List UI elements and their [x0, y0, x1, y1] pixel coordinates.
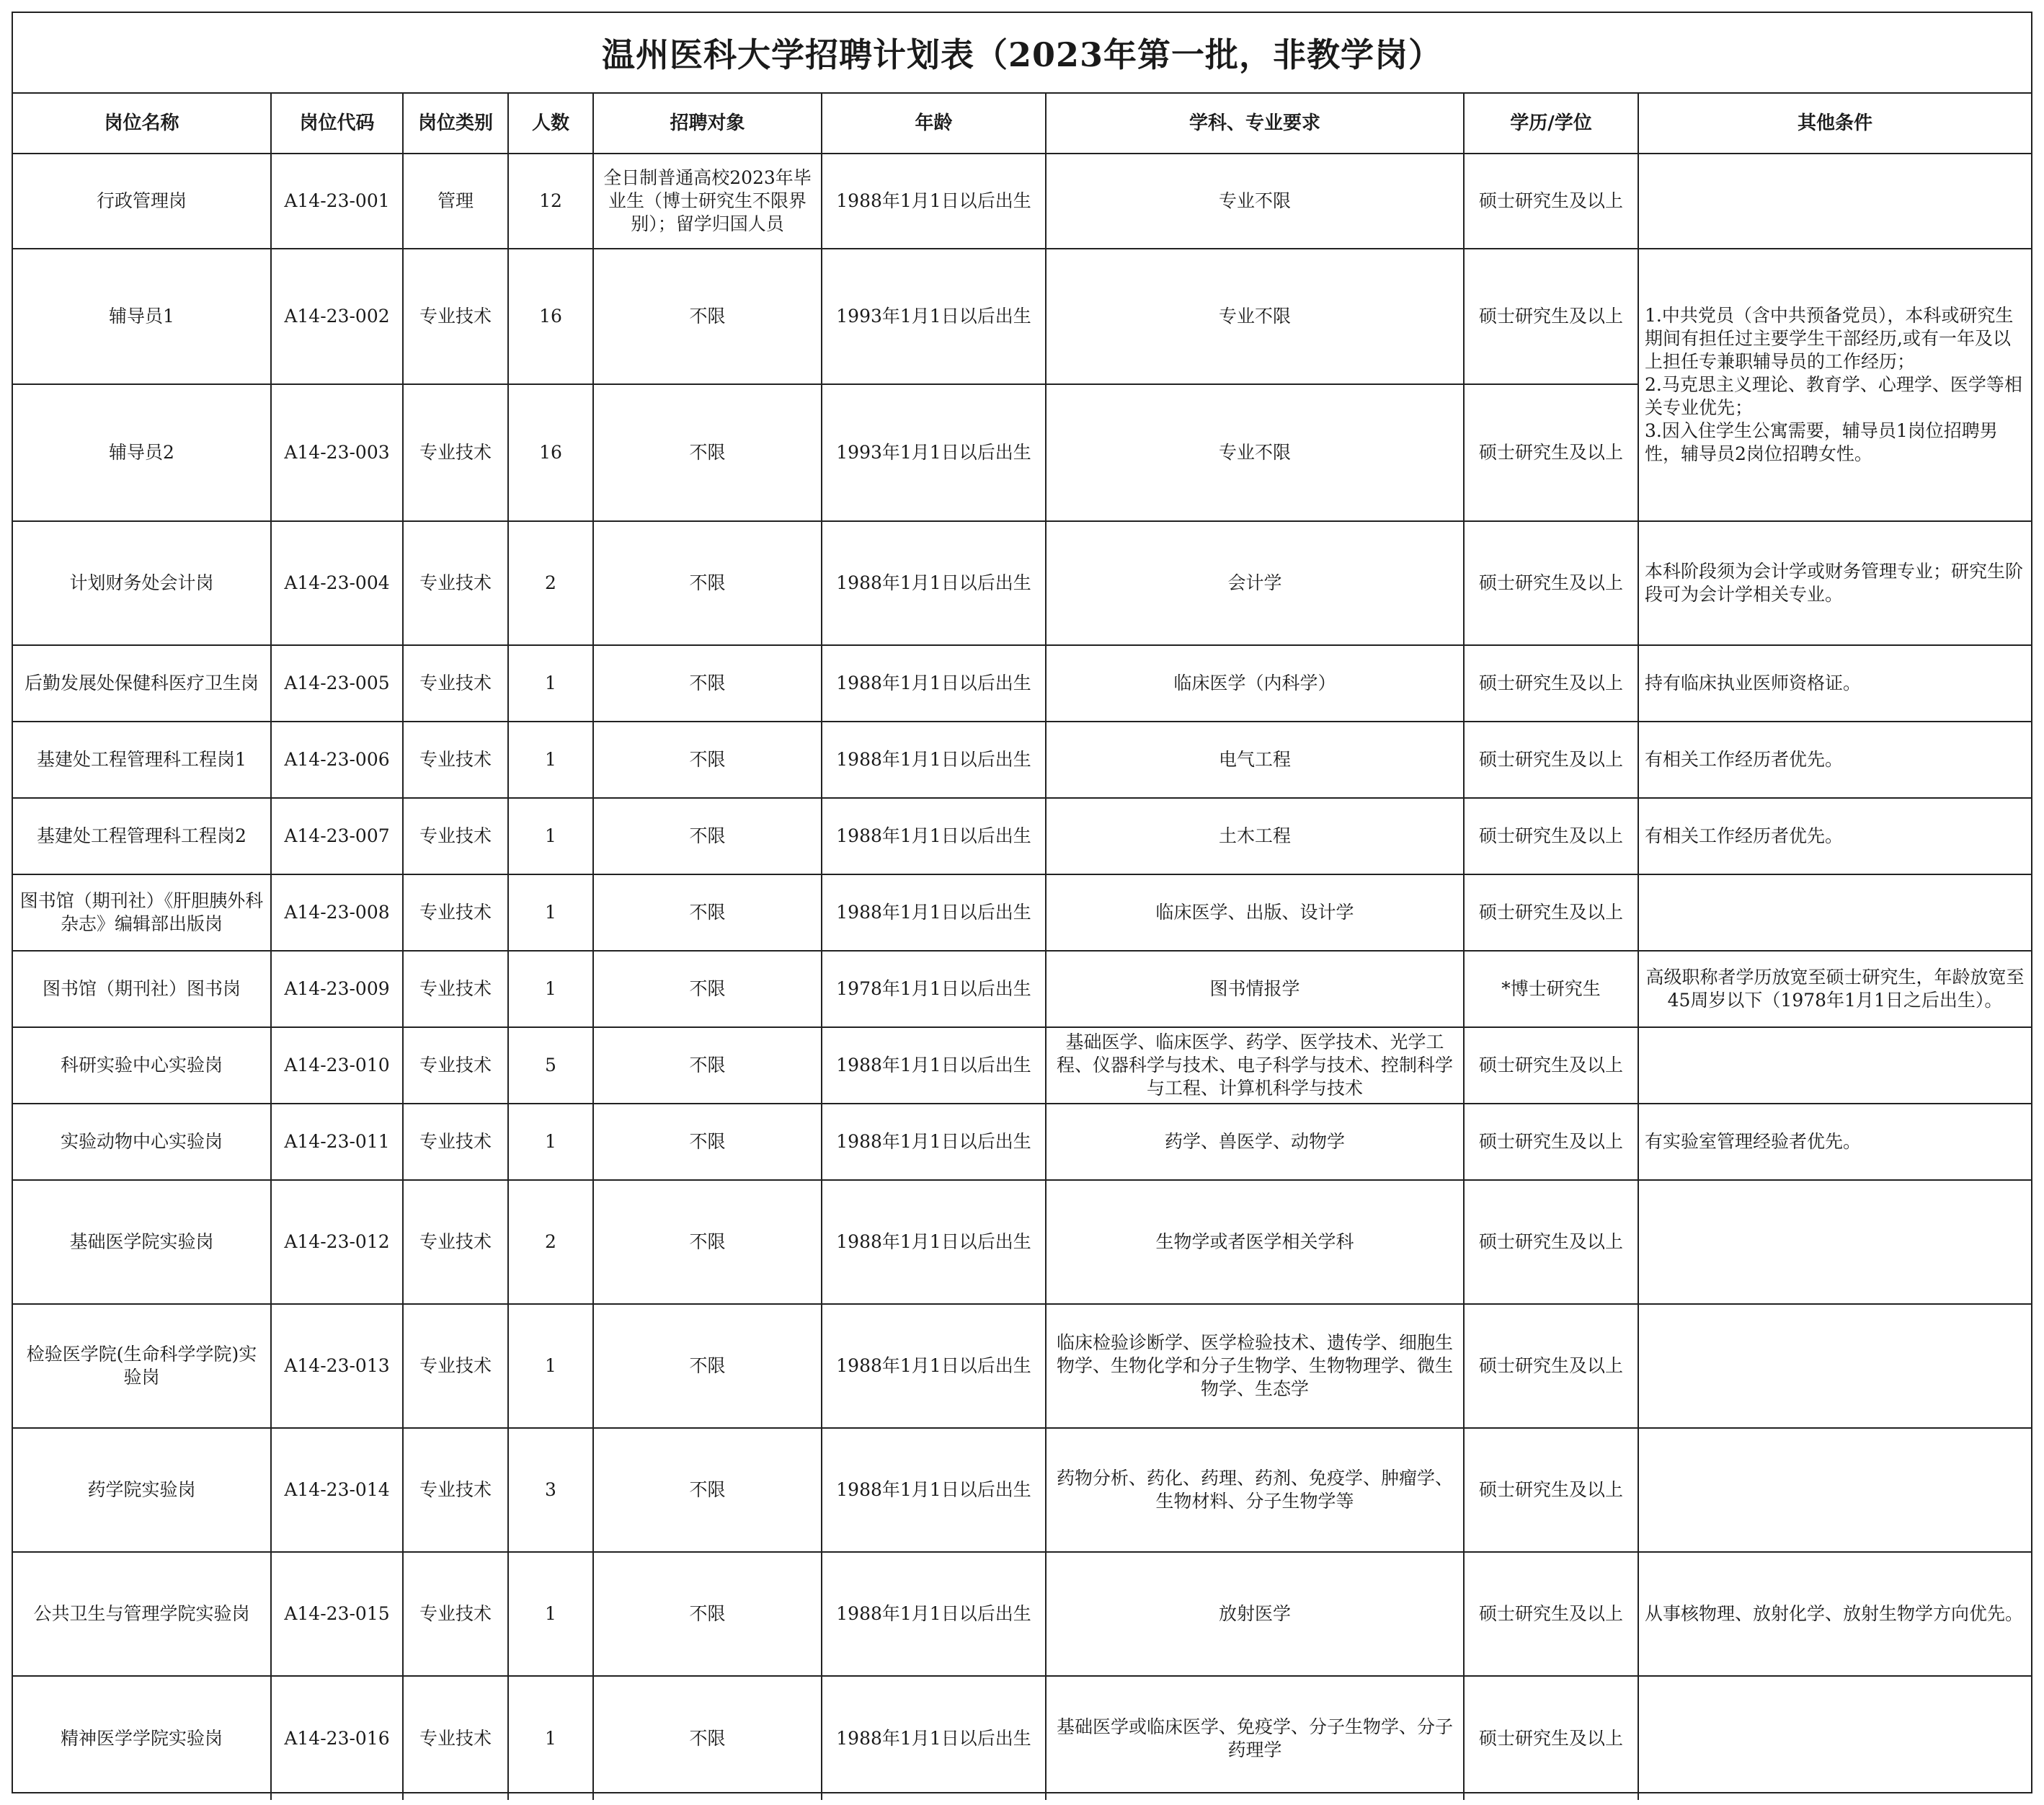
cell-major: 基础医学、临床医学、药学、医学技术、光学工程、仪器科学与技术、电子科学与技术、控制科学与工程、计算机科学与技术 — [1046, 1027, 1464, 1104]
header-cell: 岗位代码 — [271, 94, 403, 154]
cell-age: 1988年1月1日以后出生 — [822, 1027, 1046, 1104]
cell-category: 专业技术 — [403, 874, 508, 951]
header-cell: 岗位名称 — [13, 94, 271, 154]
table-row — [13, 1676, 2031, 1800]
header-cell: 岗位类别 — [403, 94, 508, 154]
cell-target: 不限 — [593, 1676, 822, 1800]
cell-major: 临床检验诊断学、医学检验技术、遗传学、细胞生物学、生物化学和分子生物学、生物物理学、微生物学、生态学 — [1046, 1304, 1464, 1428]
cell-degree: 硕士研究生及以上 — [1464, 249, 1638, 384]
cell-major: 图书情报学 — [1046, 951, 1464, 1027]
cell-name: 公共卫生与管理学院实验岗 — [13, 1552, 271, 1676]
cell-target: 不限 — [593, 874, 822, 951]
cell-count: 16 — [508, 249, 593, 384]
cell-category: 专业技术 — [403, 384, 508, 521]
table-row — [13, 645, 2031, 722]
cell-category: 专业技术 — [403, 249, 508, 384]
table-row — [13, 521, 2031, 645]
cell-code: A14-23-015 — [271, 1552, 403, 1676]
cell-code: A14-23-014 — [271, 1428, 403, 1552]
cell-target: 不限 — [593, 1428, 822, 1552]
table-row — [13, 249, 2031, 384]
cell-degree: 硕士研究生及以上 — [1464, 1027, 1638, 1104]
table-row — [13, 798, 2031, 874]
cell-major: 临床医学、出版、设计学 — [1046, 874, 1464, 951]
cell-other: 有相关工作经历者优先。 — [1638, 798, 2031, 874]
table-row — [13, 951, 2031, 1027]
cell-name: 科研实验中心实验岗 — [13, 1027, 271, 1104]
cell-count: 1 — [508, 951, 593, 1027]
cell-age: 1988年1月1日以后出生 — [822, 1304, 1046, 1428]
cell-target: 不限 — [593, 384, 822, 521]
cell-category: 专业技术 — [403, 1552, 508, 1676]
cell-code: A14-23-010 — [271, 1027, 403, 1104]
cell-name: 药学院实验岗 — [13, 1428, 271, 1552]
cell-name: 辅导员2 — [13, 384, 271, 521]
cell-count: 16 — [508, 384, 593, 521]
cell-category: 专业技术 — [403, 1676, 508, 1800]
cell-major: 生物学或者医学相关学科 — [1046, 1180, 1464, 1304]
cell-count: 3 — [508, 1428, 593, 1552]
cell-count: 1 — [508, 1304, 593, 1428]
cell-major: 专业不限 — [1046, 154, 1464, 249]
page-title: 温州医科大学招聘计划表（2023年第一批，非教学岗） — [13, 13, 2031, 94]
table-row — [13, 1552, 2031, 1676]
cell-category: 专业技术 — [403, 1180, 508, 1304]
cell-other — [1638, 154, 2031, 249]
cell-age: 1988年1月1日以后出生 — [822, 874, 1046, 951]
cell-other: 从事核物理、放射化学、放射生物学方向优先。 — [1638, 1552, 2031, 1676]
cell-other: 有实验室管理经验者优先。 — [1638, 1104, 2031, 1180]
cell-other — [1638, 1428, 2031, 1552]
cell-degree: *博士研究生 — [1464, 951, 1638, 1027]
cell-other: 1.中共党员（含中共预备党员），本科或研究生期间有担任过主要学生干部经历,或有一年及以上担任专兼职辅导员的工作经历； 2.马克思主义理论、教育学、心理学、医学等相关专业优先； 3.因入住学生公寓需要，辅导员1岗位招聘男性，辅导员2岗位招聘女性。 — [1638, 249, 2031, 521]
cell-target: 不限 — [593, 249, 822, 384]
cell-target: 不限 — [593, 722, 822, 798]
cell-name: 图书馆（期刊社）图书岗 — [13, 951, 271, 1027]
cell-count: 2 — [508, 1180, 593, 1304]
cell-degree: 硕士研究生及以上 — [1464, 1304, 1638, 1428]
cell-degree: 硕士研究生及以上 — [1464, 521, 1638, 645]
cell-degree: 硕士研究生及以上 — [1464, 1428, 1638, 1552]
cell-count: 12 — [508, 154, 593, 249]
cell-code: A14-23-001 — [271, 154, 403, 249]
cell-code: A14-23-016 — [271, 1676, 403, 1800]
cell-target: 不限 — [593, 1304, 822, 1428]
cell-other — [1638, 874, 2031, 951]
cell-target: 全日制普通高校2023年毕业生（博士研究生不限界别）；留学归国人员 — [593, 154, 822, 249]
cell-name: 检验医学院(生命科学学院)实验岗 — [13, 1304, 271, 1428]
cell-category: 专业技术 — [403, 1428, 508, 1552]
cell-code: A14-23-011 — [271, 1104, 403, 1180]
table-row — [13, 874, 2031, 951]
cell-category: 管理 — [403, 154, 508, 249]
table-body — [13, 154, 2031, 1800]
cell-major: 药物分析、药化、药理、药剂、免疫学、肿瘤学、生物材料、分子生物学等 — [1046, 1428, 1464, 1552]
header-cell: 学科、专业要求 — [1046, 94, 1464, 154]
cell-degree: 硕士研究生及以上 — [1464, 384, 1638, 521]
cell-age: 1988年1月1日以后出生 — [822, 1552, 1046, 1676]
cell-other: 高级职称者学历放宽至硕士研究生，年龄放宽至45周岁以下（1978年1月1日之后出生）。 — [1638, 951, 2031, 1027]
cell-major: 临床医学（内科学） — [1046, 645, 1464, 722]
cell-major: 电气工程 — [1046, 722, 1464, 798]
cell-count: 1 — [508, 722, 593, 798]
cell-degree: 硕士研究生及以上 — [1464, 798, 1638, 874]
table-row — [13, 154, 2031, 249]
table-row — [13, 1027, 2031, 1104]
cell-target: 不限 — [593, 521, 822, 645]
cell-code: A14-23-013 — [271, 1304, 403, 1428]
cell-degree: 硕士研究生及以上 — [1464, 1104, 1638, 1180]
cell-age: 1988年1月1日以后出生 — [822, 1676, 1046, 1800]
cell-age: 1988年1月1日以后出生 — [822, 154, 1046, 249]
cell-count: 1 — [508, 1676, 593, 1800]
cell-name: 图书馆（期刊社）《肝胆胰外科杂志》编辑部出版岗 — [13, 874, 271, 951]
cell-name: 精神医学学院实验岗 — [13, 1676, 271, 1800]
cell-code: A14-23-006 — [271, 722, 403, 798]
cell-code: A14-23-008 — [271, 874, 403, 951]
cell-other — [1638, 1027, 2031, 1104]
cell-major: 会计学 — [1046, 521, 1464, 645]
cell-name: 基建处工程管理科工程岗2 — [13, 798, 271, 874]
cell-degree: 硕士研究生及以上 — [1464, 1552, 1638, 1676]
cell-degree: 硕士研究生及以上 — [1464, 874, 1638, 951]
table-row — [13, 1104, 2031, 1180]
cell-code: A14-23-003 — [271, 384, 403, 521]
cell-count: 5 — [508, 1027, 593, 1104]
cell-degree: 硕士研究生及以上 — [1464, 722, 1638, 798]
cell-count: 1 — [508, 1552, 593, 1676]
cell-code: A14-23-005 — [271, 645, 403, 722]
cell-age: 1988年1月1日以后出生 — [822, 1104, 1046, 1180]
cell-name: 辅导员1 — [13, 249, 271, 384]
cell-code: A14-23-012 — [271, 1180, 403, 1304]
header-cell: 招聘对象 — [593, 94, 822, 154]
cell-code: A14-23-002 — [271, 249, 403, 384]
cell-degree: 硕士研究生及以上 — [1464, 1180, 1638, 1304]
table-row — [13, 1180, 2031, 1304]
cell-category: 专业技术 — [403, 722, 508, 798]
cell-other — [1638, 1676, 2031, 1800]
cell-category: 专业技术 — [403, 521, 508, 645]
cell-target: 不限 — [593, 798, 822, 874]
cell-major: 药学、兽医学、动物学 — [1046, 1104, 1464, 1180]
cell-name: 基础医学院实验岗 — [13, 1180, 271, 1304]
cell-target: 不限 — [593, 1104, 822, 1180]
recruitment-table — [13, 94, 2031, 1800]
header-cell: 人数 — [508, 94, 593, 154]
cell-count: 1 — [508, 798, 593, 874]
cell-name: 实验动物中心实验岗 — [13, 1104, 271, 1180]
table-row — [13, 722, 2031, 798]
cell-age: 1993年1月1日以后出生 — [822, 384, 1046, 521]
cell-category: 专业技术 — [403, 1027, 508, 1104]
header-cell: 其他条件 — [1638, 94, 2031, 154]
header-cell: 年龄 — [822, 94, 1046, 154]
cell-degree: 硕士研究生及以上 — [1464, 645, 1638, 722]
cell-other: 有相关工作经历者优先。 — [1638, 722, 2031, 798]
cell-code: A14-23-004 — [271, 521, 403, 645]
table-row — [13, 1428, 2031, 1552]
table-row — [13, 1304, 2031, 1428]
cell-age: 1988年1月1日以后出生 — [822, 521, 1046, 645]
cell-age: 1988年1月1日以后出生 — [822, 645, 1046, 722]
cell-major: 土木工程 — [1046, 798, 1464, 874]
cell-target: 不限 — [593, 1552, 822, 1676]
cell-age: 1988年1月1日以后出生 — [822, 798, 1046, 874]
cell-major: 专业不限 — [1046, 384, 1464, 521]
cell-category: 专业技术 — [403, 951, 508, 1027]
cell-major: 专业不限 — [1046, 249, 1464, 384]
cell-major: 基础医学或临床医学、免疫学、分子生物学、分子药理学 — [1046, 1676, 1464, 1800]
cell-category: 专业技术 — [403, 1304, 508, 1428]
cell-category: 专业技术 — [403, 798, 508, 874]
cell-other: 本科阶段须为会计学或财务管理专业；研究生阶段可为会计学相关专业。 — [1638, 521, 2031, 645]
header-row — [13, 94, 2031, 154]
cell-age: 1993年1月1日以后出生 — [822, 249, 1046, 384]
recruitment-sheet — [12, 12, 2032, 1793]
cell-target: 不限 — [593, 1027, 822, 1104]
cell-degree: 硕士研究生及以上 — [1464, 154, 1638, 249]
cell-target: 不限 — [593, 645, 822, 722]
cell-count: 2 — [508, 521, 593, 645]
cell-age: 1988年1月1日以后出生 — [822, 1428, 1046, 1552]
cell-other: 持有临床执业医师资格证。 — [1638, 645, 2031, 722]
cell-count: 1 — [508, 874, 593, 951]
cell-degree: 硕士研究生及以上 — [1464, 1676, 1638, 1800]
cell-count: 1 — [508, 645, 593, 722]
cell-name: 基建处工程管理科工程岗1 — [13, 722, 271, 798]
header-cell: 学历/学位 — [1464, 94, 1638, 154]
cell-age: 1988年1月1日以后出生 — [822, 1180, 1046, 1304]
cell-count: 1 — [508, 1104, 593, 1180]
cell-age: 1978年1月1日以后出生 — [822, 951, 1046, 1027]
cell-target: 不限 — [593, 951, 822, 1027]
cell-name: 行政管理岗 — [13, 154, 271, 249]
cell-other — [1638, 1180, 2031, 1304]
cell-other — [1638, 1304, 2031, 1428]
cell-age: 1988年1月1日以后出生 — [822, 722, 1046, 798]
cell-code: A14-23-007 — [271, 798, 403, 874]
cell-name: 后勤发展处保健科医疗卫生岗 — [13, 645, 271, 722]
cell-major: 放射医学 — [1046, 1552, 1464, 1676]
cell-category: 专业技术 — [403, 645, 508, 722]
cell-target: 不限 — [593, 1180, 822, 1304]
cell-code: A14-23-009 — [271, 951, 403, 1027]
cell-category: 专业技术 — [403, 1104, 508, 1180]
cell-name: 计划财务处会计岗 — [13, 521, 271, 645]
